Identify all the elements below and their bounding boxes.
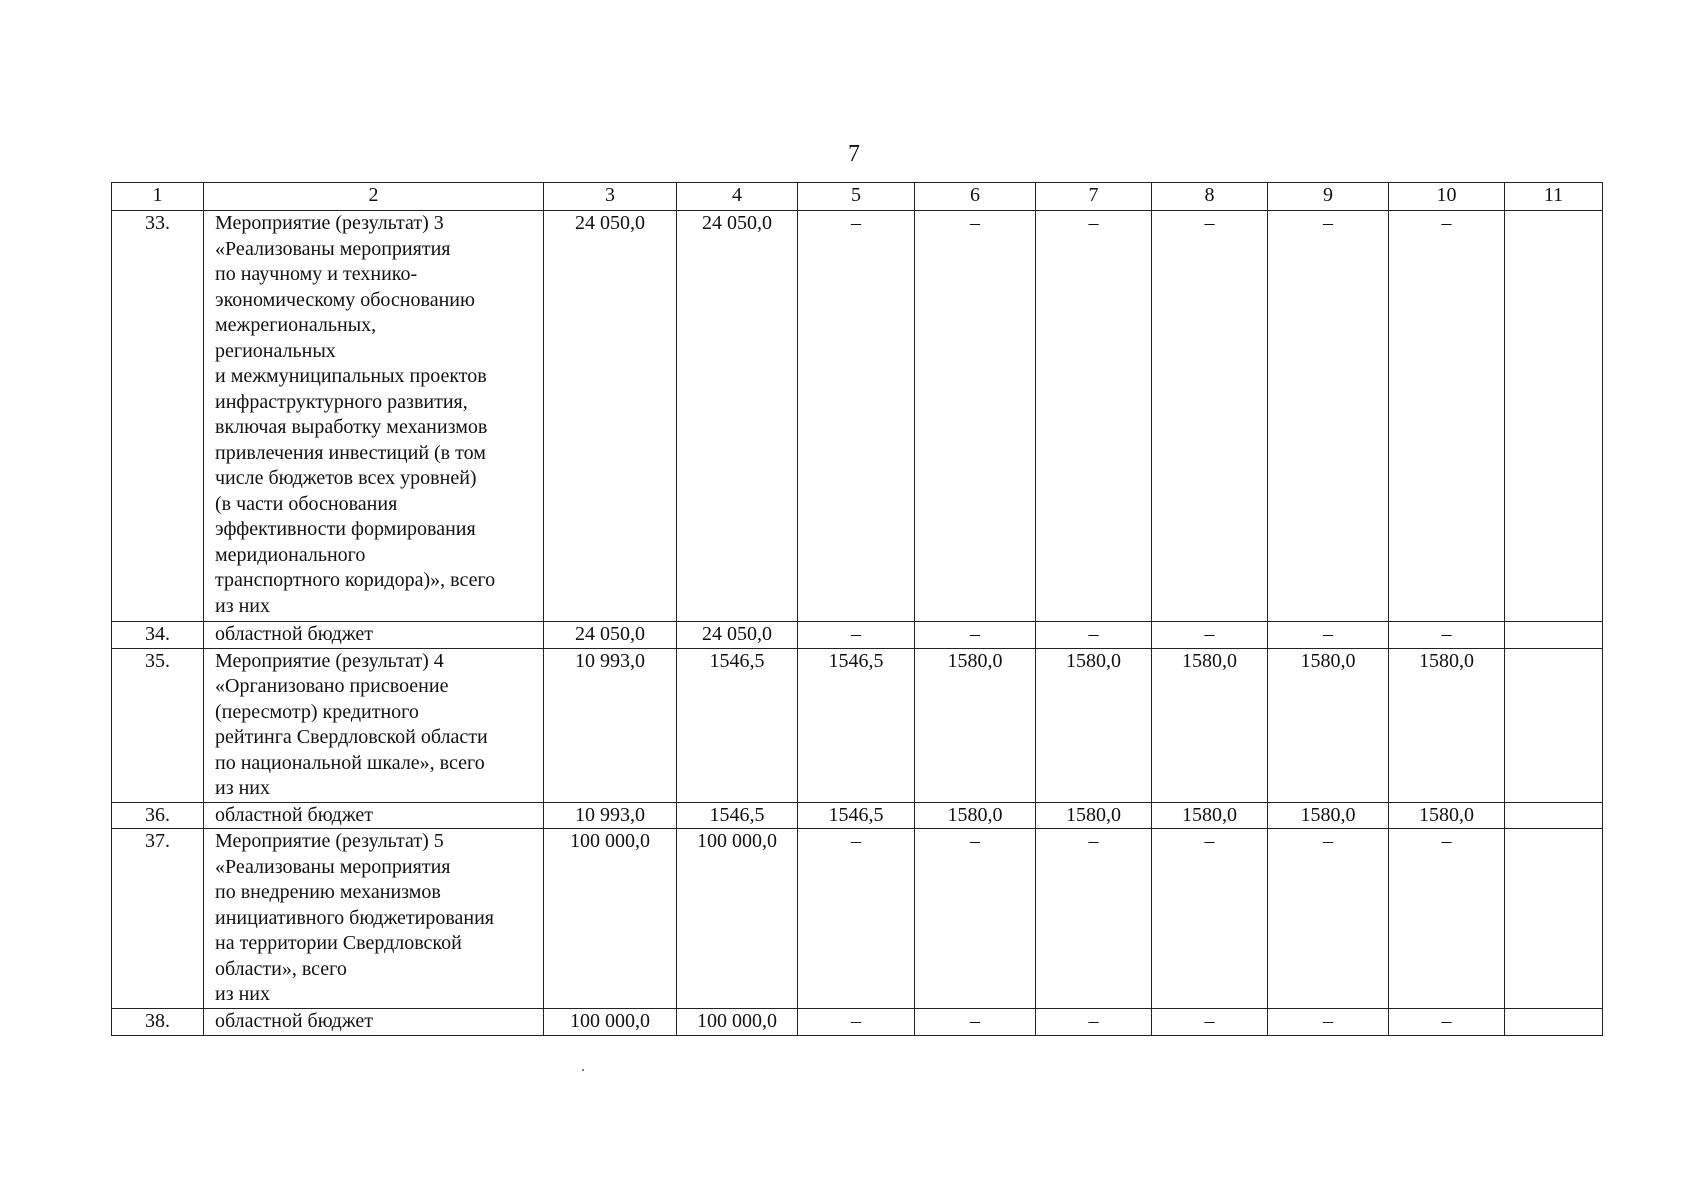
value-cell: – <box>1389 211 1505 622</box>
value-cell: 1580,0 <box>1036 648 1152 802</box>
value-cell: 100 000,0 <box>544 829 677 1009</box>
header-cell: 11 <box>1505 183 1603 211</box>
row-title-text: областной бюджет <box>215 623 374 645</box>
scan-speck <box>582 1069 584 1071</box>
value-cell: – <box>1268 829 1389 1009</box>
value-cell: 24 050,0 <box>677 211 798 622</box>
row-number: 38. <box>112 1009 204 1036</box>
header-cell: 8 <box>1152 183 1268 211</box>
header-cell: 10 <box>1389 183 1505 211</box>
value-cell: 1580,0 <box>1268 802 1389 829</box>
value-cell: – <box>1389 829 1505 1009</box>
value-cell: – <box>798 829 915 1009</box>
page-number: 7 <box>848 141 860 167</box>
value-cell: – <box>915 1009 1036 1036</box>
value-cell: 100 000,0 <box>544 1009 677 1036</box>
value-cell: – <box>1152 211 1268 622</box>
table-row <box>112 622 1603 649</box>
row-title-text: Мероприятие (результат) 3 «Реализованы мероприятия по научному и технико- экономическому обоснованию межрегиональных, региональных и межмуниципальных проектов инфраструктурного развития, включая выработку механизмов привлечения инвестиций (в том числе бюджетов всех уровней) (в части обоснования эффективности формирования меридионального транспортного коридора)», всего из них <box>215 212 496 617</box>
value-cell: 1546,5 <box>798 648 915 802</box>
value-cell: – <box>915 211 1036 622</box>
value-cell: 10 993,0 <box>544 648 677 802</box>
value-cell: 24 050,0 <box>544 622 677 649</box>
value-cell: 24 050,0 <box>677 622 798 649</box>
header-cell: 3 <box>544 183 677 211</box>
value-cell <box>1505 648 1603 802</box>
row-title-text: областной бюджет <box>215 803 374 826</box>
value-cell: 10 993,0 <box>544 802 677 829</box>
value-cell: 1580,0 <box>915 648 1036 802</box>
row-title <box>204 802 544 829</box>
value-cell: – <box>1036 211 1152 622</box>
value-cell <box>1505 211 1603 622</box>
value-cell: 1580,0 <box>1389 648 1505 802</box>
value-cell: – <box>915 622 1036 649</box>
table-row <box>112 648 1603 802</box>
value-cell: 1580,0 <box>1152 648 1268 802</box>
value-cell: – <box>1036 829 1152 1009</box>
table-row <box>112 829 1603 1009</box>
row-title <box>204 622 544 649</box>
header-cell: 7 <box>1036 183 1152 211</box>
value-cell: 100 000,0 <box>677 1009 798 1036</box>
value-cell <box>1505 829 1603 1009</box>
value-cell: 100 000,0 <box>677 829 798 1009</box>
value-cell: – <box>798 622 915 649</box>
row-number: 37. <box>112 829 204 1009</box>
header-cell: 5 <box>798 183 915 211</box>
header-cell: 4 <box>677 183 798 211</box>
row-number: 36. <box>112 802 204 829</box>
table-row <box>112 802 1603 829</box>
header-cell: 2 <box>204 183 544 211</box>
value-cell: – <box>1152 829 1268 1009</box>
row-title <box>204 829 544 1009</box>
row-title <box>204 648 544 802</box>
row-title <box>204 1009 544 1036</box>
table-row <box>112 211 1603 622</box>
table-row <box>112 1009 1603 1036</box>
value-cell: – <box>798 1009 915 1036</box>
value-cell: – <box>1268 622 1389 649</box>
value-cell: – <box>1152 622 1268 649</box>
value-cell: – <box>1389 1009 1505 1036</box>
row-number: 35. <box>112 648 204 802</box>
row-title-text: Мероприятие (результат) 5 «Реализованы мероприятия по внедрению механизмов инициативного бюджетирования на территории Свердловской области», всего из них <box>215 830 494 1005</box>
row-number: 34. <box>112 622 204 649</box>
value-cell: – <box>915 829 1036 1009</box>
value-cell: 24 050,0 <box>544 211 677 622</box>
value-cell: 1546,5 <box>677 648 798 802</box>
value-cell: – <box>798 211 915 622</box>
value-cell: – <box>1389 622 1505 649</box>
value-cell: 1580,0 <box>1152 802 1268 829</box>
value-cell <box>1505 802 1603 829</box>
header-cell: 9 <box>1268 183 1389 211</box>
value-cell: 1546,5 <box>798 802 915 829</box>
value-cell: 1580,0 <box>1036 802 1152 829</box>
value-cell: – <box>1036 622 1152 649</box>
row-title <box>204 211 544 622</box>
value-cell <box>1505 1009 1603 1036</box>
value-cell: – <box>1036 1009 1152 1036</box>
row-number: 33. <box>112 211 204 622</box>
value-cell: 1580,0 <box>1389 802 1505 829</box>
value-cell: 1580,0 <box>1268 648 1389 802</box>
header-cell: 1 <box>112 183 204 211</box>
budget-table <box>111 182 1603 1036</box>
value-cell: – <box>1268 211 1389 622</box>
value-cell: 1546,5 <box>677 802 798 829</box>
row-title-text: Мероприятие (результат) 4 «Организовано присвоение (пересмотр) кредитного рейтинга Свердловской области по национальной шкале», всего из них <box>215 649 488 799</box>
value-cell <box>1505 622 1603 649</box>
value-cell: – <box>1268 1009 1389 1036</box>
value-cell: – <box>1152 1009 1268 1036</box>
header-row <box>112 183 1603 211</box>
header-cell: 6 <box>915 183 1036 211</box>
value-cell: 1580,0 <box>915 802 1036 829</box>
row-title-text: областной бюджет <box>215 1010 374 1032</box>
